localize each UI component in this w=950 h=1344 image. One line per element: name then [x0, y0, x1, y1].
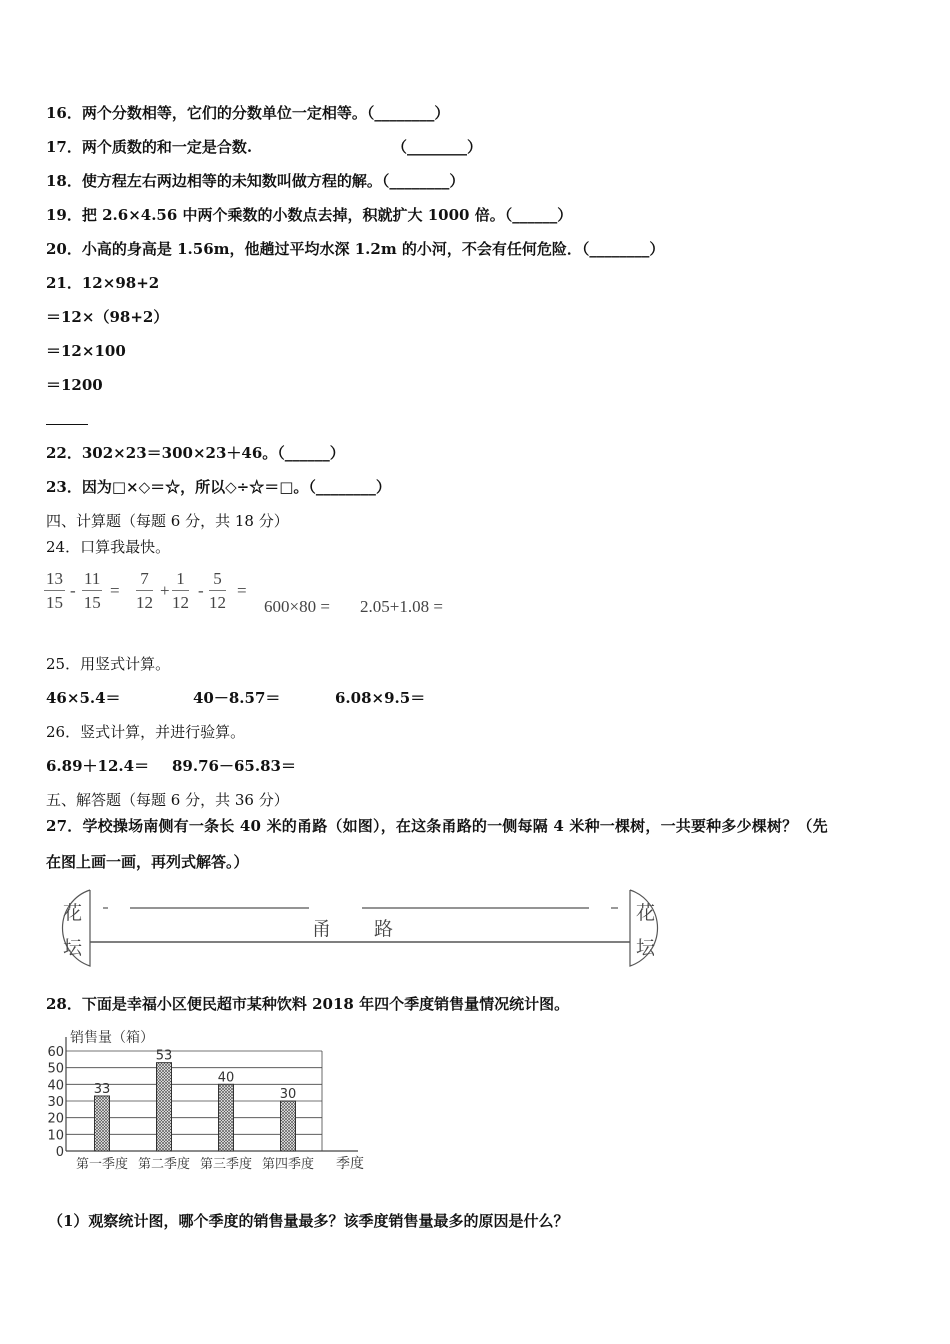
right-bed-label-2: 坛	[636, 937, 656, 959]
chart-category-label: 第二季度	[137, 1157, 191, 1172]
chart-y-axis-label: 销售量（箱）	[70, 1030, 154, 1046]
mental-calc-1: 600×80 =	[264, 597, 330, 616]
question-16: 16．两个分数相等，它们的分数单位一定相等。（________）	[46, 104, 450, 122]
chart-y-tick-label: 0	[55, 1145, 64, 1160]
chart-y-tick-label: 10	[47, 1128, 64, 1144]
equals-sign-2: =	[237, 581, 247, 600]
question-21-line-4: ＝1200	[46, 376, 103, 394]
path-diagram	[46, 884, 676, 972]
chart-value-label: 40	[217, 1070, 235, 1086]
question-26: 26．竖式计算，并进行验算。	[46, 723, 246, 741]
chart-category-label: 第一季度	[75, 1157, 129, 1172]
minus-sign: -	[70, 581, 76, 600]
question-25: 25．用竖式计算。	[46, 655, 171, 673]
question-17: 17．两个质数的和一定是合数.	[46, 138, 253, 156]
fraction-11-15: $\frac{11}{15}$	[83, 569, 101, 612]
question-24: 24．口算我最快。	[46, 538, 171, 556]
question-28-sub-1: （1）观察统计图，哪个季度的销售量最多？该季度销售量最多的原因是什么？	[48, 1212, 569, 1230]
answer-blank-21[interactable]	[46, 424, 88, 425]
chart-bar	[281, 1101, 296, 1151]
chart-bar	[95, 1096, 110, 1151]
question-26-b: 89.76－65.83＝	[172, 757, 296, 775]
chart-bar	[157, 1063, 172, 1151]
question-27-line-2: 在图上画一画，再列式解答。）	[46, 853, 249, 871]
chart-y-tick-label: 60	[47, 1045, 64, 1060]
question-21-line-1: 21．12×98+2	[46, 274, 160, 292]
question-28: 28．下面是幸福小区便民超市某种饮料 2018 年四个季度销售量情况统计图。	[46, 995, 570, 1013]
mental-calc-2: 2.05+1.08 =	[360, 597, 443, 616]
question-19: 19．把 2.6×4.56 中两个乘数的小数点去掉，积就扩大 1000 倍。（______）	[46, 206, 573, 224]
chart-y-tick-label: 20	[47, 1111, 64, 1127]
minus-sign-2: -	[198, 581, 204, 600]
sales-bar-chart	[40, 1020, 380, 1180]
chart-y-tick-label: 30	[47, 1095, 64, 1110]
fraction-1-12: $\frac{1}{12}$	[172, 569, 189, 612]
section-5-title: 五、解答题（每题 6 分，共 36 分）	[46, 791, 289, 809]
question-25-c: 6.08×9.5＝	[335, 689, 426, 707]
road-label-2: 路	[374, 918, 394, 940]
question-18: 18．使方程左右两边相等的未知数叫做方程的解。（________）	[46, 172, 465, 190]
question-20: 20．小高的身高是 1.56m，他趟过平均水深 1.2m 的小河，不会有任何危险．（________）	[46, 240, 665, 258]
left-bed-label-2: 坛	[63, 937, 83, 959]
question-21-line-3: ＝12×100	[46, 342, 126, 360]
question-23: 23．因为□×◇＝☆，所以◇÷☆＝□。（________）	[46, 478, 391, 496]
question-26-a: 6.89＋12.4＝	[46, 757, 150, 775]
left-bed-label-1: 花	[63, 902, 83, 924]
fraction-5-12: $\frac{5}{12}$	[209, 569, 226, 612]
chart-x-axis-label: 季度	[336, 1156, 364, 1172]
chart-category-label: 第四季度	[261, 1157, 315, 1172]
road-label-1: 甬	[312, 918, 332, 940]
right-bed-label-1: 花	[636, 902, 656, 924]
chart-category-label: 第三季度	[199, 1157, 253, 1172]
chart-y-tick-label: 50	[47, 1061, 64, 1077]
fraction-13-15: $\frac{13}{15}$	[46, 569, 63, 612]
plus-sign: +	[160, 581, 170, 600]
question-17-blank[interactable]: （________）	[392, 138, 483, 156]
question-25-b: 40－8.57＝	[193, 689, 281, 707]
question-21-line-2: ＝12×（98+2）	[46, 308, 169, 326]
chart-y-tick-label: 40	[47, 1078, 64, 1094]
equals-sign-1: =	[110, 581, 120, 600]
question-27-line-1: 27．学校操场南侧有一条长 40 米的甬路（如图），在这条甬路的一侧每隔 4 米种一棵树，一共要种多少棵树？（先	[46, 817, 828, 835]
question-25-a: 46×5.4＝	[46, 689, 121, 707]
chart-bar	[219, 1084, 234, 1151]
section-4-title: 四、计算题（每题 6 分，共 18 分）	[46, 512, 289, 530]
fraction-7-12: $\frac{7}{12}$	[136, 569, 153, 612]
question-22: 22．302×23＝300×23＋46。（______）	[46, 444, 345, 462]
chart-value-label: 53	[155, 1048, 173, 1064]
chart-value-label: 30	[279, 1087, 297, 1102]
chart-value-label: 33	[93, 1082, 111, 1097]
